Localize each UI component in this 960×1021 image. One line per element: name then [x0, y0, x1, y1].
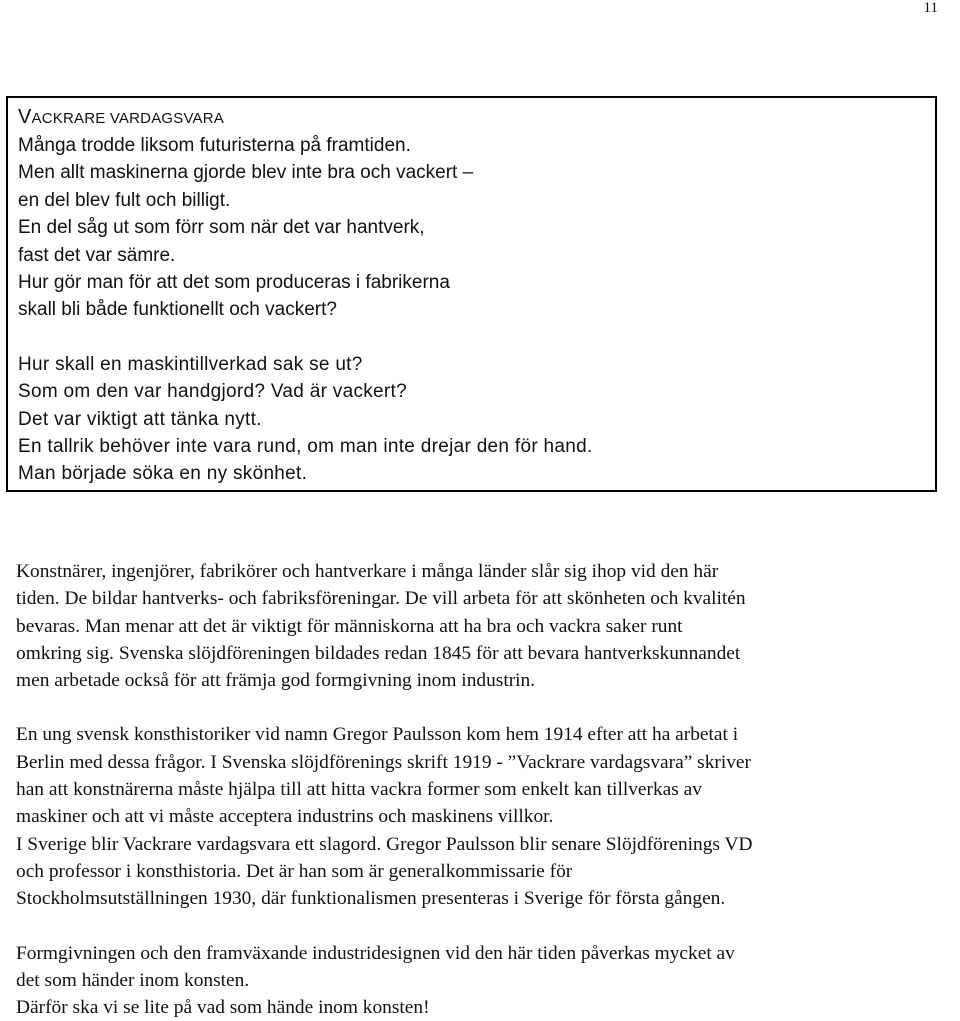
box-line: Hur gör man för att det som produceras i fabrikerna [18, 272, 450, 294]
box-line: En del såg ut som förr som när det var hantverk, [18, 217, 425, 239]
body-line: och professor i konsthistoria. Det är han som är generalkommissarie för [16, 860, 573, 882]
body-line: tiden. De bildar hantverks- och fabriksföreningar. De vill arbeta för att skönheten och kvalitén [16, 588, 746, 610]
box-line: Hur skall en maskintillverkad sak se ut? [18, 353, 363, 375]
body-line: I Sverige blir Vackrare vardagsvara ett slagord. Gregor Paulsson blir senare Slöjdförenings VD [16, 833, 753, 855]
paragraph-3 [16, 940, 946, 1021]
box-line: En tallrik behöver inte vara rund, om man inte drejar den för hand. [18, 436, 593, 458]
body-line: bevaras. Man menar att det är viktigt för människorna att ha bra och vackra saker runt [16, 615, 683, 637]
box-line: Men allt maskinerna gjorde blev inte bra och vackert – [18, 162, 474, 184]
body-line: Därför ska vi se lite på vad som hände inom konsten! [16, 997, 430, 1019]
paragraph-1 [16, 558, 946, 694]
body-line: omkring sig. Svenska slöjdföreningen bildades redan 1845 för att bevara hantverkskunnandet [16, 642, 741, 664]
box-line: Många trodde liksom futuristerna på framtiden. [18, 135, 411, 156]
box-line: en del blev fult och billigt. [18, 189, 231, 211]
box-line: fast det var sämre. [18, 244, 176, 266]
body-line: Konstnärer, ingenjörer, fabrikörer och hantverkare i många länder slår sig ihop vid den här [16, 561, 719, 582]
box-text-block-1 [18, 132, 935, 324]
body-line: Berlin med dessa frågor. I Svenska slöjdförenings skrift 1919 - ”Vackrare vardagsvara” skriver [16, 751, 751, 773]
paragraph-spacer [16, 913, 946, 940]
box-title-initial: V [18, 106, 32, 128]
box-text-block-2 [18, 351, 935, 488]
body-line: Formgivningen och den framväxande industridesignen vid den här tiden påverkas mycket av [16, 942, 735, 964]
paragraph-spacer [16, 694, 946, 721]
body-line: det som händer inom konsten. [16, 969, 250, 991]
paragraph-2 [16, 721, 946, 912]
box-title-rest: ACKRARE VARDAGSVARA [31, 110, 225, 127]
box-title [18, 104, 935, 132]
box-line: skall bli både funktionellt och vackert? [18, 299, 337, 321]
box-line: Man började söka en ny skönhet. [18, 463, 308, 485]
box-line: Som om den var handgjord? Vad är vackert? [18, 381, 407, 403]
body-line: han att konstnärerna måste hjälpa till att hitta vackra former som enkelt kan tillverkas av [16, 779, 702, 801]
body-line: men arbetade också för att främja god formgivning inom industrin. [16, 670, 536, 692]
info-box [6, 96, 937, 492]
box-line: Det var viktigt att tänka nytt. [18, 408, 262, 430]
body-line: En ung svensk konsthistoriker vid namn Gregor Paulsson kom hem 1914 efter att ha arbetat i [16, 724, 739, 746]
body-text [16, 558, 946, 1021]
body-line: Stockholmsutställningen 1930, där funktionalismen presenteras i Sverige för första gången. [16, 888, 726, 910]
box-spacer [18, 324, 935, 351]
page-number: 11 [923, 0, 938, 16]
body-line: maskiner och att vi måste acceptera industrins och maskinens villkor. [16, 806, 554, 828]
